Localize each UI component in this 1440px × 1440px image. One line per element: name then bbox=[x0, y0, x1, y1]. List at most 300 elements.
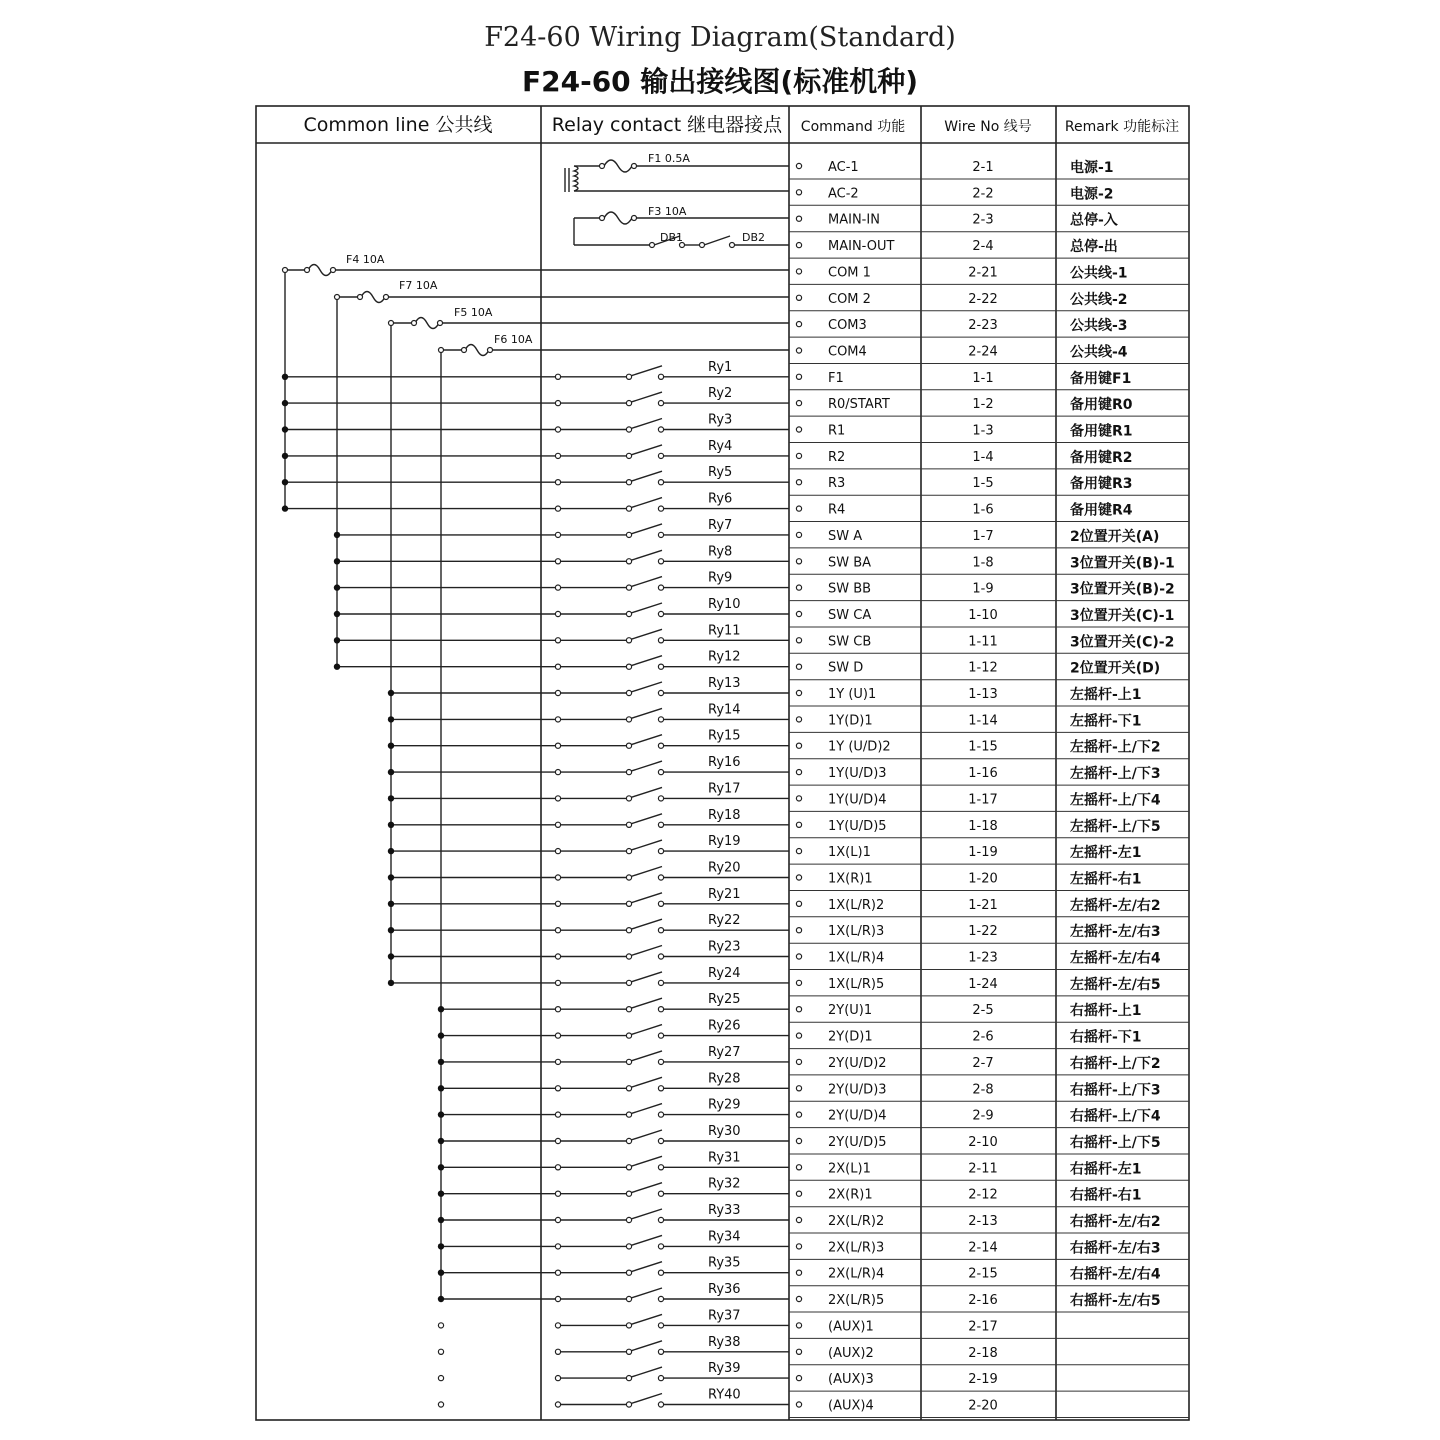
terminal-node bbox=[796, 796, 801, 801]
wire-no-cell: 1-16 bbox=[968, 766, 998, 782]
command-cell: 2X(L/R)2 bbox=[828, 1214, 885, 1229]
wire-no-cell: 2-3 bbox=[972, 212, 994, 228]
wire-no-cell: 1-11 bbox=[968, 634, 998, 650]
relay-contact-node bbox=[626, 611, 631, 616]
relay-ry36 bbox=[438, 1282, 789, 1302]
relay-input-node bbox=[555, 954, 560, 959]
relay-ry4 bbox=[282, 439, 789, 459]
relay-output-node bbox=[658, 980, 663, 985]
relay-contact-node bbox=[626, 664, 631, 669]
bus-junction-node bbox=[438, 1059, 444, 1065]
relay-input-node bbox=[555, 822, 560, 827]
terminal-node bbox=[796, 875, 801, 880]
relay-contact-node bbox=[626, 849, 631, 854]
relay-ry8 bbox=[334, 544, 789, 564]
wire-no-cell: 1-3 bbox=[972, 423, 994, 439]
relay-switch-blade bbox=[631, 814, 662, 824]
relay-input-node bbox=[555, 506, 560, 511]
command-cell: (AUX)4 bbox=[828, 1398, 874, 1414]
relay-output-node bbox=[658, 453, 663, 458]
bus-junction-node bbox=[438, 1006, 444, 1012]
bus-junction-node bbox=[282, 426, 288, 432]
wire-no-cell: 1-22 bbox=[968, 924, 998, 940]
relay-ry37 bbox=[438, 1308, 789, 1328]
bus-junction-node bbox=[438, 1296, 444, 1302]
relay-switch-blade bbox=[631, 498, 662, 508]
relay-output-node bbox=[658, 717, 663, 722]
terminal-node bbox=[796, 480, 801, 485]
relay-label: Ry33 bbox=[708, 1203, 741, 1218]
relay-ry28 bbox=[438, 1071, 789, 1091]
relay-ry21 bbox=[388, 887, 789, 907]
relay-contact-node bbox=[626, 638, 631, 643]
relay-contact-node bbox=[626, 1086, 631, 1091]
relay-ry22 bbox=[388, 913, 789, 933]
relay-output-node bbox=[658, 480, 663, 485]
relay-input-node bbox=[555, 1138, 560, 1143]
terminal-node bbox=[796, 1059, 801, 1064]
terminal-node bbox=[796, 190, 801, 195]
remark-cell: 备用键R4 bbox=[1070, 502, 1133, 519]
relay-input-node bbox=[555, 1376, 560, 1381]
relay-contact-node bbox=[626, 1059, 631, 1064]
bus-junction-node bbox=[438, 1191, 444, 1197]
bus-junction-node bbox=[438, 1164, 444, 1170]
relay-label: Ry21 bbox=[708, 886, 741, 902]
command-cell: 1X(L)1 bbox=[828, 845, 871, 861]
command-cell: SW D bbox=[828, 660, 864, 676]
relay-input-node bbox=[555, 743, 560, 748]
relay-input-node bbox=[555, 427, 560, 432]
relay-ry33 bbox=[438, 1203, 789, 1223]
terminal-node bbox=[796, 1349, 801, 1354]
relay-switch-blade bbox=[631, 656, 662, 666]
relay-label: Ry38 bbox=[708, 1334, 741, 1350]
relay-label: Ry37 bbox=[708, 1308, 741, 1324]
relay-label: Ry24 bbox=[708, 965, 741, 981]
relay-label: Ry30 bbox=[708, 1124, 741, 1139]
relay-switch-blade bbox=[631, 1394, 662, 1404]
remark-cell: 公共线-4 bbox=[1070, 344, 1128, 361]
relay-switch-blade bbox=[631, 787, 662, 797]
terminal-node bbox=[796, 532, 801, 537]
remark-cell: 左摇杆-左/右5 bbox=[1070, 976, 1161, 993]
relay-output-node bbox=[658, 401, 663, 406]
relay-label: Ry15 bbox=[708, 728, 741, 744]
relay-input-node bbox=[555, 1059, 560, 1064]
remark-cell: 左摇杆-上/下5 bbox=[1070, 818, 1161, 835]
command-cell: R1 bbox=[828, 423, 846, 439]
relay-switch-blade bbox=[631, 550, 662, 560]
bus-junction-node bbox=[388, 822, 394, 828]
relay-contact-node bbox=[626, 1165, 631, 1170]
relay-ry18 bbox=[388, 808, 789, 828]
remark-cell: 右摇杆-上/下2 bbox=[1070, 1055, 1161, 1072]
relay-input-node bbox=[555, 901, 560, 906]
command-cell: COM 2 bbox=[828, 291, 871, 307]
terminal-node bbox=[796, 638, 801, 643]
relay-contact-node bbox=[626, 901, 631, 906]
relay-label: Ry2 bbox=[708, 386, 733, 402]
terminal-node bbox=[796, 611, 801, 616]
command-cell: SW CB bbox=[828, 634, 872, 650]
relay-input-node bbox=[555, 1007, 560, 1012]
bus-junction-node bbox=[388, 953, 394, 959]
command-cell: 1X(L/R)3 bbox=[828, 924, 885, 940]
relay-ry23 bbox=[388, 940, 789, 960]
command-cell: 2Y(U/D)4 bbox=[828, 1108, 887, 1124]
fuse-f3-label: F3 10A bbox=[648, 205, 687, 218]
header-relay-contact: Relay contact 继电器接点 bbox=[551, 114, 783, 136]
relay-output-node bbox=[658, 1244, 663, 1249]
bus-junction-node bbox=[438, 1138, 444, 1144]
relay-switch-blade bbox=[631, 1025, 662, 1035]
relay-label: Ry1 bbox=[708, 359, 733, 375]
remark-cell: 右摇杆-上/下3 bbox=[1070, 1082, 1161, 1099]
relay-switch-blade bbox=[631, 1051, 662, 1061]
relay-label: Ry23 bbox=[708, 939, 741, 955]
relay-contact-node bbox=[626, 1138, 631, 1143]
relay-switch-blade bbox=[631, 1367, 662, 1377]
terminal-node bbox=[796, 1296, 801, 1301]
terminal-node bbox=[796, 1217, 801, 1222]
relay-output-node bbox=[658, 611, 663, 616]
relay-ry30 bbox=[438, 1124, 789, 1144]
relay-label: Ry6 bbox=[708, 491, 733, 507]
terminal-node bbox=[796, 1007, 801, 1012]
diagram-title-chinese: F24-60 输出接线图(标准机种) bbox=[521, 65, 919, 98]
command-cell: R3 bbox=[828, 476, 846, 492]
relay-input-node bbox=[555, 1165, 560, 1170]
relay-input-node bbox=[555, 1244, 560, 1249]
aux-open-terminal bbox=[438, 1323, 443, 1328]
command-cell: R2 bbox=[828, 449, 846, 465]
bus-junction-node bbox=[388, 769, 394, 775]
wire-no-cell: 1-24 bbox=[968, 976, 998, 992]
wire-no-cell: 1-8 bbox=[972, 555, 994, 571]
relay-output-node bbox=[658, 1191, 663, 1196]
bus-junction-node bbox=[388, 901, 394, 907]
wire-no-cell: 2-19 bbox=[968, 1372, 998, 1388]
header-wire-no: Wire No 线号 bbox=[944, 119, 1032, 135]
command-cell: (AUX)3 bbox=[828, 1372, 874, 1388]
relay-contact-node bbox=[626, 1191, 631, 1196]
wire-no-cell: 2-15 bbox=[968, 1266, 998, 1282]
remark-cell: 右摇杆-上/下5 bbox=[1070, 1135, 1161, 1151]
relay-label: Ry12 bbox=[708, 649, 741, 665]
relay-output-node bbox=[658, 1086, 663, 1091]
relay-label: Ry34 bbox=[708, 1229, 741, 1245]
relay-label: Ry7 bbox=[708, 517, 733, 533]
wire-no-cell: 2-18 bbox=[968, 1345, 998, 1361]
relay-input-node bbox=[555, 849, 560, 854]
relay-input-node bbox=[555, 401, 560, 406]
relay-ry40 bbox=[438, 1388, 789, 1408]
wire-no-cell: 1-12 bbox=[968, 660, 998, 676]
command-cell: 1Y(D)1 bbox=[828, 713, 873, 729]
relay-contact-node bbox=[626, 506, 631, 511]
relay-input-node bbox=[555, 1112, 560, 1117]
terminal-node bbox=[796, 1165, 801, 1170]
relay-contact-node bbox=[626, 1323, 631, 1328]
wire-no-cell: 2-12 bbox=[968, 1187, 998, 1203]
bus-junction-node bbox=[334, 532, 340, 538]
relay-contact-node bbox=[626, 559, 631, 564]
relay-contact-node bbox=[626, 401, 631, 406]
remark-cell: 右摇杆-下1 bbox=[1070, 1029, 1142, 1046]
bus-junction-node bbox=[282, 400, 288, 406]
relay-output-node bbox=[658, 374, 663, 379]
relay-switch-blade bbox=[631, 708, 662, 718]
relay-contact-node bbox=[626, 1270, 631, 1275]
relay-contact-node bbox=[626, 822, 631, 827]
relay-label: Ry3 bbox=[708, 412, 733, 428]
terminal-node bbox=[796, 559, 801, 564]
relay-label: Ry31 bbox=[708, 1150, 741, 1166]
relay-output-node bbox=[658, 822, 663, 827]
terminal-node bbox=[796, 1323, 801, 1328]
terminal-node bbox=[796, 980, 801, 985]
wire-no-cell: 1-21 bbox=[968, 897, 998, 913]
wire-no-cell: 1-20 bbox=[968, 871, 998, 887]
relay-switch-blade bbox=[631, 471, 662, 481]
wire-no-cell: 2-9 bbox=[972, 1108, 994, 1124]
relay-label: Ry17 bbox=[708, 781, 741, 797]
relay-contact-node bbox=[626, 690, 631, 695]
wire-no-cell: 2-14 bbox=[968, 1240, 998, 1256]
relay-switch-blade bbox=[631, 1077, 662, 1087]
relay-output-node bbox=[658, 427, 663, 432]
relay-ry17 bbox=[388, 781, 789, 801]
remark-cell: 备用键R0 bbox=[1070, 397, 1133, 414]
terminal-node bbox=[796, 770, 801, 775]
wire-no-cell: 2-13 bbox=[968, 1214, 998, 1229]
wire-no-cell: 2-23 bbox=[968, 318, 998, 334]
wire-no-cell: 2-1 bbox=[972, 160, 994, 175]
relay-contact-node bbox=[626, 1112, 631, 1117]
terminal-node bbox=[796, 928, 801, 933]
relay-ry19 bbox=[388, 834, 789, 854]
relay-input-node bbox=[555, 1349, 560, 1354]
terminal-node bbox=[796, 401, 801, 406]
terminal-node bbox=[796, 690, 801, 695]
terminal-node bbox=[796, 1270, 801, 1275]
remark-cell: 右摇杆-右1 bbox=[1070, 1187, 1142, 1204]
relay-output-node bbox=[658, 1376, 663, 1381]
relay-switch-blade bbox=[631, 1235, 662, 1245]
wire-no-cell: 2-16 bbox=[968, 1293, 998, 1308]
remark-cell: 左摇杆-上/下4 bbox=[1070, 792, 1161, 809]
wire-no-cell: 1-18 bbox=[968, 818, 998, 834]
relay-switch-blade bbox=[631, 972, 662, 982]
bus-junction-node bbox=[388, 980, 394, 986]
command-cell: (AUX)2 bbox=[828, 1345, 874, 1361]
bus-junction-node bbox=[438, 1270, 444, 1276]
relay-label: Ry8 bbox=[708, 544, 733, 560]
command-cell: 1Y(U/D)3 bbox=[828, 766, 887, 782]
relay-label: Ry28 bbox=[708, 1071, 741, 1087]
remark-cell: 右摇杆-左/右3 bbox=[1070, 1240, 1161, 1257]
bus-junction-node bbox=[438, 1243, 444, 1249]
relay-output-node bbox=[658, 1349, 663, 1354]
relay-contact-node bbox=[626, 770, 631, 775]
relay-ry38 bbox=[438, 1335, 789, 1355]
terminal-node bbox=[796, 901, 801, 906]
relay-label: Ry22 bbox=[708, 913, 741, 929]
wire-no-cell: 2-10 bbox=[968, 1135, 998, 1150]
command-cell: 2X(L/R)5 bbox=[828, 1293, 885, 1308]
wire-no-cell: 2-7 bbox=[972, 1055, 994, 1071]
bus-junction-node bbox=[282, 453, 288, 459]
command-cell: 1X(L/R)2 bbox=[828, 897, 885, 913]
remark-cell: 右摇杆-左/右4 bbox=[1070, 1266, 1161, 1283]
command-cell: SW CA bbox=[828, 608, 872, 623]
relay-output-node bbox=[658, 1112, 663, 1117]
relay-input-node bbox=[555, 928, 560, 933]
relay-output-node bbox=[658, 1059, 663, 1064]
bus-junction-node bbox=[438, 1032, 444, 1038]
relay-output-node bbox=[658, 585, 663, 590]
relay-switch-blade bbox=[631, 1314, 662, 1324]
relay-output-node bbox=[658, 506, 663, 511]
relay-input-node bbox=[555, 480, 560, 485]
remark-cell: 3位置开关(C)-2 bbox=[1070, 634, 1175, 651]
relay-switch-blade bbox=[631, 1209, 662, 1219]
relay-ry35 bbox=[438, 1256, 789, 1276]
relay-ry25 bbox=[438, 992, 789, 1012]
bus-junction-node bbox=[388, 795, 394, 801]
relay-output-node bbox=[658, 664, 663, 669]
command-cell: 2Y(D)1 bbox=[828, 1029, 873, 1045]
relay-input-node bbox=[555, 532, 560, 537]
terminal-node bbox=[796, 269, 801, 274]
relay-output-node bbox=[658, 638, 663, 643]
relay-output-node bbox=[658, 770, 663, 775]
wire-no-cell: 1-5 bbox=[972, 476, 994, 492]
command-cell: AC-1 bbox=[828, 160, 859, 175]
remark-cell: 电源-2 bbox=[1070, 186, 1114, 203]
terminal-node bbox=[796, 295, 801, 300]
wire-no-cell: 2-11 bbox=[968, 1161, 998, 1177]
command-cell: 1Y(U/D)4 bbox=[828, 792, 887, 808]
bus-junction-node bbox=[282, 374, 288, 380]
terminal-node bbox=[796, 743, 801, 748]
bus-junction-node bbox=[334, 584, 340, 590]
relay-input-node bbox=[555, 1296, 560, 1301]
relay-contact-node bbox=[626, 1296, 631, 1301]
relay-label: Ry18 bbox=[708, 807, 741, 823]
command-cell: 1X(L/R)4 bbox=[828, 950, 885, 966]
aux-open-terminal bbox=[438, 1402, 443, 1407]
wire-no-cell: 2-4 bbox=[972, 239, 994, 255]
terminal-node bbox=[796, 427, 801, 432]
terminal-node bbox=[796, 717, 801, 722]
fuse-f5-label: F5 10A bbox=[454, 306, 493, 319]
relay-output-node bbox=[658, 1033, 663, 1038]
remark-cell: 备用键F1 bbox=[1070, 370, 1132, 387]
relay-output-node bbox=[658, 901, 663, 906]
wire-no-cell: 2-21 bbox=[968, 265, 998, 281]
command-cell: (AUX)1 bbox=[828, 1319, 874, 1335]
relay-contact-node bbox=[626, 585, 631, 590]
relay-contact-node bbox=[626, 717, 631, 722]
terminal-node bbox=[796, 1191, 801, 1196]
bus-junction-node bbox=[438, 1111, 444, 1117]
relay-label: RY40 bbox=[708, 1387, 741, 1403]
terminal-node bbox=[796, 1138, 801, 1143]
relay-label: Ry35 bbox=[708, 1255, 741, 1271]
remark-cell: 左摇杆-上/下2 bbox=[1070, 739, 1161, 756]
header-remark: Remark 功能标注 bbox=[1064, 119, 1180, 135]
remark-cell: 左摇杆-左/右4 bbox=[1070, 950, 1161, 967]
table-rows bbox=[796, 159, 1174, 1414]
remark-cell: 2位置开关(A) bbox=[1070, 528, 1160, 545]
relay-output-node bbox=[658, 1007, 663, 1012]
relay-input-node bbox=[555, 1191, 560, 1196]
relay-switch-blade bbox=[631, 1156, 662, 1166]
relay-switch-blade bbox=[631, 1104, 662, 1114]
command-cell: 1X(L/R)5 bbox=[828, 976, 885, 992]
relay-switch-blade bbox=[631, 1130, 662, 1140]
relay-switch-blade bbox=[631, 735, 662, 745]
relay-contact-node bbox=[626, 875, 631, 880]
terminal-node bbox=[796, 243, 801, 248]
wire-no-cell: 1-23 bbox=[968, 950, 998, 966]
command-cell: COM 1 bbox=[828, 265, 871, 281]
wire-no-cell: 1-13 bbox=[968, 687, 998, 702]
command-cell: 2X(R)1 bbox=[828, 1187, 873, 1203]
relay-ry26 bbox=[438, 1019, 789, 1039]
relay-label: Ry5 bbox=[708, 465, 733, 481]
bus-junction-node bbox=[388, 716, 394, 722]
relay-output-node bbox=[658, 1296, 663, 1301]
relay-input-node bbox=[555, 690, 560, 695]
relay-output-node bbox=[658, 875, 663, 880]
command-cell: 2X(L/R)3 bbox=[828, 1240, 885, 1256]
relay-ry5 bbox=[282, 465, 789, 485]
relay-output-node bbox=[658, 1217, 663, 1222]
fuse-f4-label: F4 10A bbox=[346, 253, 385, 266]
header-command: Command 功能 bbox=[800, 119, 906, 135]
relay-contact-node bbox=[626, 1376, 631, 1381]
relay-contact-node bbox=[626, 427, 631, 432]
relay-switch-blade bbox=[631, 998, 662, 1008]
relay-switch-blade bbox=[631, 1183, 662, 1193]
remark-cell: 左摇杆-上1 bbox=[1070, 687, 1142, 703]
command-cell: MAIN-IN bbox=[828, 212, 880, 228]
wire-no-cell: 1-1 bbox=[972, 370, 994, 386]
relay-ry9 bbox=[334, 571, 789, 591]
wire-no-cell: 1-4 bbox=[972, 449, 994, 465]
remark-cell: 左摇杆-上/下3 bbox=[1070, 766, 1161, 783]
relay-label: Ry20 bbox=[708, 860, 741, 876]
relay-switch-blade bbox=[631, 682, 662, 692]
relay-output-node bbox=[658, 559, 663, 564]
relay-input-node bbox=[555, 1086, 560, 1091]
relay-input-node bbox=[555, 796, 560, 801]
remark-cell: 备用键R3 bbox=[1070, 476, 1133, 493]
relay-label: Ry9 bbox=[708, 570, 733, 586]
terminal-node bbox=[796, 348, 801, 353]
relay-input-node bbox=[555, 559, 560, 564]
command-cell: 2Y(U/D)5 bbox=[828, 1135, 887, 1150]
relay-label: Ry26 bbox=[708, 1018, 741, 1034]
relay-input-node bbox=[555, 664, 560, 669]
relay-input-node bbox=[555, 1270, 560, 1275]
wire-no-cell: 1-6 bbox=[972, 502, 994, 518]
remark-cell: 左摇杆-左1 bbox=[1070, 845, 1142, 862]
bus-junction-node bbox=[282, 505, 288, 511]
